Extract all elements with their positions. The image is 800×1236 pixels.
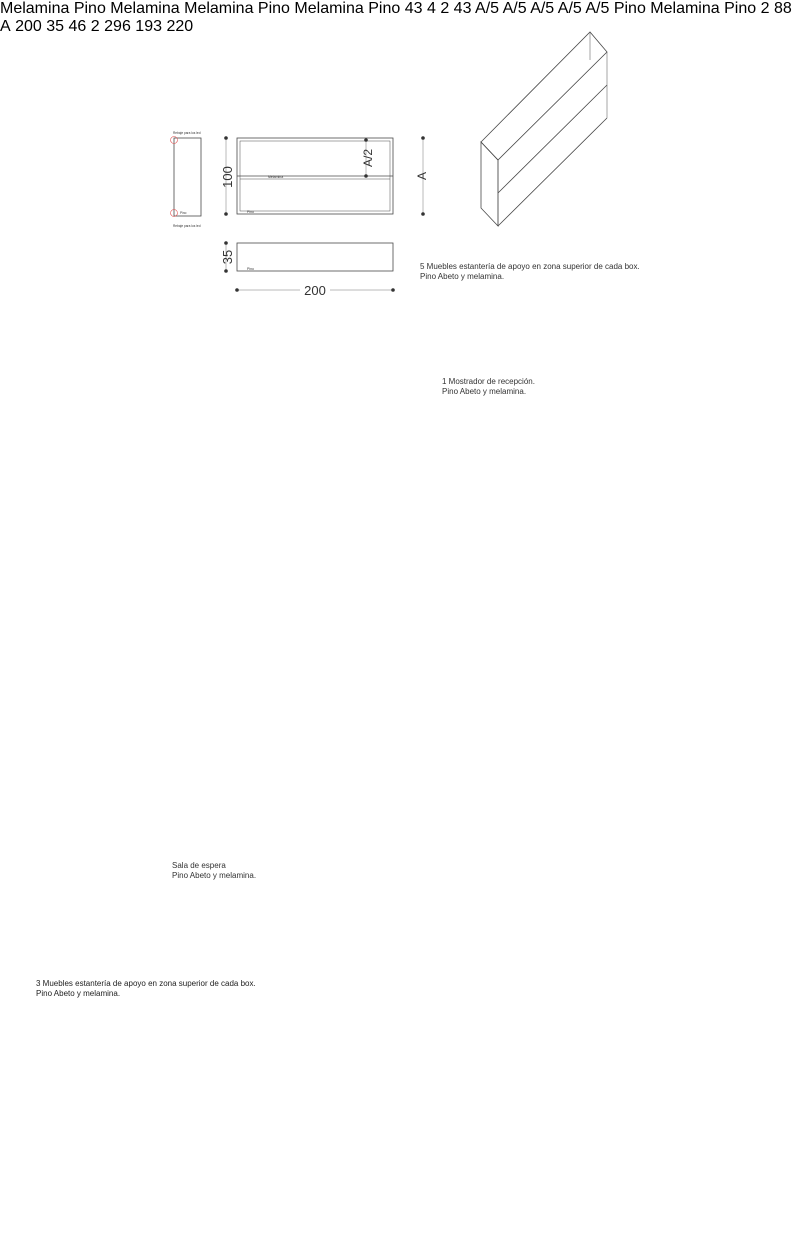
waiting-caption-line1: Sala de espera [172, 861, 226, 870]
reception-caption [442, 377, 535, 397]
a5-label-5: A/5 [585, 0, 610, 17]
a5-label-4: A/5 [557, 0, 582, 17]
reception-caption-line2: Pino Abeto y melamina. [442, 387, 527, 396]
shelf3-melamina: Melamina [650, 0, 720, 17]
shelf3-dim-a: A [0, 18, 11, 35]
a5-label-3: A/5 [530, 0, 555, 17]
shelf3-dim-200: 200 [15, 18, 42, 35]
bench-dim-4: 4 [426, 0, 436, 17]
shelf5-caption [420, 262, 640, 282]
reception-caption-line1: 1 Mostrador de recepción. [442, 377, 535, 386]
front-melamina-label: Melamina [268, 175, 284, 179]
reception-back-pino: Pino [257, 0, 290, 17]
bench-dim-43-side: 43 [453, 0, 472, 17]
a5-label-1: A/5 [475, 0, 500, 17]
dim-a-half: A/2 [361, 148, 375, 168]
a5-label-2: A/5 [502, 0, 527, 17]
reception-back-melamina: Melamina [184, 0, 254, 17]
rebaje-label-top: Rebaje para los led [173, 131, 201, 135]
shelf3-dim-2: 2 [760, 0, 770, 17]
shelf3-caption-line2: Pino Abeto y melamina. [36, 989, 121, 998]
shelf5-top-view [220, 241, 395, 298]
plan-dim-2: 2 [90, 18, 100, 35]
reception-front-melamina-2: Melamina [110, 0, 180, 17]
shelf3-pino-right: Pino [724, 0, 757, 17]
front-pino-label: Pino [247, 210, 255, 214]
reception-front-pino: Pino [73, 0, 106, 17]
side-pino-label: Pino [180, 211, 187, 215]
waiting-caption [172, 861, 256, 881]
plan-dim-296: 296 [104, 18, 131, 35]
dim-depth-35: 35 [220, 249, 235, 265]
shelf5-side-view [171, 131, 202, 228]
shelf3-caption [36, 979, 256, 999]
shelf5-isometric [481, 32, 607, 226]
shelf5-front-view [220, 136, 429, 216]
dim-height-100: 100 [220, 166, 235, 188]
plan-dim-220: 220 [166, 18, 194, 35]
reception-front-melamina: Melamina [0, 0, 70, 17]
plan-dim-46: 46 [68, 18, 87, 35]
shelf3-dim-35: 35 [46, 18, 65, 35]
dim-a: A [415, 171, 429, 181]
shelf5-caption-line2: Pino Abeto y melamina. [420, 272, 505, 281]
shelf5-caption-line1: 5 Muebles estantería de apoyo en zona superior de cada box. [420, 262, 640, 271]
top-pino-label: Pino [247, 267, 255, 271]
bench-dim-43: 43 [404, 0, 423, 17]
shelf3-dim-88: 88 [773, 0, 792, 17]
shelf3-caption-line1: 3 Muebles estantería de apoyo en zona superior de cada box. [36, 979, 256, 988]
bench-dim-2: 2 [440, 0, 450, 17]
rebaje-label-bottom: Rebaje para los led [173, 224, 201, 228]
waiting-caption-line2: Pino Abeto y melamina. [172, 871, 257, 880]
bench-pino-label: Pino [368, 0, 401, 17]
bench-melamina-label: Melamina [294, 0, 364, 17]
plan-dim-193: 193 [135, 18, 162, 35]
dim-width-200: 200 [304, 283, 326, 298]
shelf3-pino-left: Pino [613, 0, 646, 17]
